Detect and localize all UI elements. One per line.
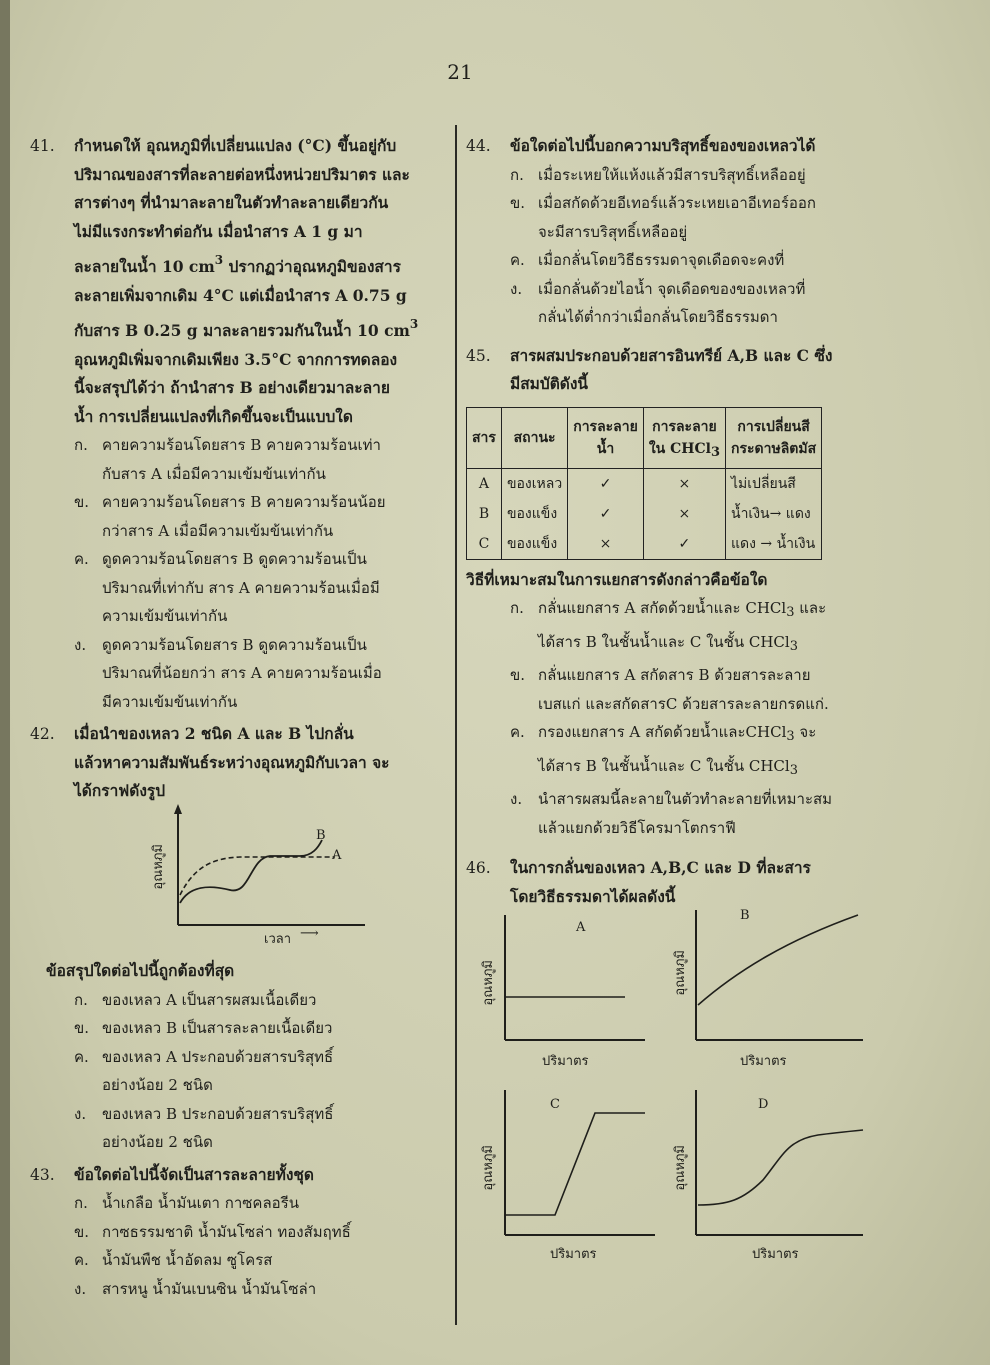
q41-options: ก. คายความร้อนโดยสาร B คายความร้อนเท่า กับสาร A เมื่อมีความเข้มข้นเท่ากัน ข. คายความร้อนโดยสาร B คายความร้อนน้อย กว่าสาร A เมื่อมีความเข้มข้นเท่ากัน ค. ดูดความร้อนโดยสาร B ดูดความร้อนเป็น ปริมาณที่เท่ากับ สาร A คายความร้อนเมื่อมี ความเข้มข้นเท่ากัน ง. ดูดความร้อนโดยสาร B ดูดความร้อนเป็น ปริมาณที่น้อยกว่า สาร A คายความร้อนเมื่อ มีความเข้มข้นเท่ากัน: [30, 431, 450, 716]
q45-option[interactable]: ค. กรองแยกสาร A สกัดด้วยน้ำและCHCl3 จะ: [510, 723, 817, 744]
question-42: 42. เมื่อนำของเหลว 2 ชนิด A และ B ไปกลั่น แล้วหาความสัมพันธ์ระหว่างอุณหภูมิกับเวลา จะ ได้กราฟดังรูป: [30, 724, 390, 800]
curve-d: [698, 1130, 863, 1205]
page-edge: [0, 0, 10, 1365]
q43-option[interactable]: ค. น้ำมันพืช น้ำอัดลม ซูโครส: [74, 1251, 273, 1269]
page-number: 21: [447, 60, 473, 84]
q41-option[interactable]: ก. คายความร้อนโดยสาร B คายความร้อนเท่า: [74, 436, 381, 454]
question-41: 41. กำหนดให้ อุณหภูมิที่เปลี่ยนแปลง (°C) ขึ้นอยู่กับ ปริมาณของสารที่ละลายต่อหนึ่งหน่วยปริมาตร และ สารต่างๆ ที่นำมาละลายในตัวทำละลายเดียวกัน ไม่มีแรงกระทำต่อกัน เมื่อนำสาร A 1 g มา ละลายในน้ำ 10 $cm^3$ ปรากฏว่าอุณหภูมิของสาร ละลายเพิ่มจากเดิม 4°C แต่เมื่อนำสาร A 0.75 g กับสาร B 0.25 g มาละลายรวมกันในน้ำ 10 $cm^3$ อุณหภูมิเพิ่มจากเดิมเพียง 3.5°C จากการทดลอง นี้จะสรุปได้ว่า ถ้านำสาร B อย่างเดียวมาละลาย น้ำ การเปลี่ยนแปลงที่เกิดขึ้นจะเป็นแบบใด: [30, 136, 419, 426]
q42-option[interactable]: ข. ของเหลว B เป็นสารละลายเนื้อเดียว: [74, 1019, 333, 1037]
column-divider: [455, 125, 457, 1325]
q42-prompt: ข้อสรุปใดต่อไปนี้ถูกต้องที่สุด: [46, 961, 235, 980]
q43-option[interactable]: ง. สารหนู น้ำมันเบนซิน น้ำมันโซล่า: [74, 1279, 317, 1298]
q43-option[interactable]: ข. กาซธรรมชาติ น้ำมันโซล่า ทองสัมฤทธิ์: [74, 1222, 351, 1241]
q42-option[interactable]: ก. ของเหลว A เป็นสารผสมเนื้อเดียว: [74, 990, 317, 1009]
q44-option[interactable]: ง. เมื่อกลั่นด้วยไอน้ำ จุดเดือดของของเหลวที่: [510, 279, 806, 298]
curve-b: [180, 840, 322, 903]
table-row: C ของแข็ง × ✓ แดง → น้ำเงิน: [467, 529, 822, 560]
graph-a: A อุณหภูมิ ปริมาตร: [481, 920, 589, 1069]
q44-option[interactable]: ข. เมื่อสกัดด้วยอีเทอร์แล้วระเหยเอาอีเทอร์ออก: [510, 194, 816, 212]
q43-option[interactable]: ก. น้ำเกลือ น้ำมันเตา กาซคลอรีน: [74, 1194, 299, 1212]
curve-b: [698, 915, 858, 1005]
left-column: [30, 132, 450, 806]
q44-option[interactable]: ค. เมื่อกลั่นโดยวิธีธรรมดาจุดเดือดจะคงที่: [510, 251, 785, 269]
curve-c: [505, 1113, 645, 1215]
q45-prompt: วิธีที่เหมาะสมในการแยกสารดังกล่าวคือข้อใด: [466, 569, 768, 589]
graph-b: B อุณหภูมิ ปริมาตร: [668, 900, 868, 1060]
graph-c: C อุณหภูมิ ปริมาตร: [470, 1085, 660, 1245]
q45-option[interactable]: ง. นำสารผสมนี้ละลายในตัวทำละลายที่เหมาะสม: [510, 790, 833, 808]
properties-table: [466, 407, 822, 560]
table-row: A ของเหลว ✓ × ไม่เปลี่ยนสี: [467, 468, 822, 499]
table-header-row: สาร สถานะ การละลาย น้ำ การละลาย ใน CHCl3 การเปลี่ยนสี กระดาษลิตมัส: [467, 407, 822, 468]
q45-option[interactable]: ข. กลั่นแยกสาร A สกัดสาร B ด้วยสารละลาย: [510, 666, 811, 684]
left-column-lower: ข้อสรุปใดต่อไปนี้ถูกต้องที่สุด ก. ของเหลว A เป็นสารผสมเนื้อเดียว ข. ของเหลว B เป็นสารละลายเนื้อเดียว ค. ของเหลว A ประกอบด้วยสารบริสุทธิ์ อย่างน้อย 2 ชนิด ง. ของเหลว B ประกอบด้วยสารบริสุทธิ์ อย่างน้อย 2 ชนิด 43. ข้อใดต่อไปนี้จัดเป็นสารละลายทั้งชุด ก. น้ำเกลือ น้ำมันเตา กาซคลอรีน ข. กาซธรรมชาติ น้ำมันโซล่า ทองสัมฤทธิ์ ค. น้ำมันพืช น้ำอัดลม ซูโครส ง. สารหนู น้ำมันเบนซิน น้ำมันโซล่า: [30, 957, 450, 1303]
table-row: B ของแข็ง ✓ × น้ำเงิน→ แดง: [467, 499, 822, 529]
q41-option[interactable]: ง. ดูดความร้อนโดยสาร B ดูดความร้อนเป็น: [74, 635, 367, 654]
q42-option[interactable]: ค. ของเหลว A ประกอบด้วยสารบริสุทธิ์: [74, 1047, 334, 1066]
question-45: 45. สารผสมประกอบด้วยสารอินทรีย์ A,B และ C ซึ่ง มีสมบัติดังนี้: [466, 345, 833, 393]
q41-option[interactable]: ค. ดูดความร้อนโดยสาร B ดูดความร้อนเป็น: [74, 550, 367, 568]
question-44: 44. ข้อใดต่อไปนี้บอกความบริสุทธิ์ของของเหลวได้: [466, 136, 816, 155]
question-46: 46. ในการกลั่นของเหลว A,B,C และ D ที่ละสาร โดยวิธีธรรมดาได้ผลดังนี้: [466, 858, 811, 906]
q45-option[interactable]: ก. กลั่นแยกสาร A สกัดด้วยน้ำและ CHCl3 และ: [510, 599, 827, 620]
question-43: 43. ข้อใดต่อไปนี้จัดเป็นสารละลายทั้งชุด: [30, 1164, 314, 1184]
q41-option[interactable]: ข. คายความร้อนโดยสาร B คายความร้อนน้อย: [74, 493, 386, 511]
q42-option[interactable]: ง. ของเหลว B ประกอบด้วยสารบริสุทธิ์: [74, 1104, 334, 1123]
q44-option[interactable]: ก. เมื่อระเหยให้แห้งแล้วมีสารบริสุทธิ์เหลืออยู่: [510, 165, 806, 184]
right-column: 44. ข้อใดต่อไปนี้บอกความบริสุทธิ์ของของเหลวได้ ก. เมื่อระเหยให้แห้งแล้วมีสารบริสุทธิ์เหลืออยู่ ข. เมื่อสกัดด้วยอีเทอร์แล้วระเหยเอาอีเทอร์ออก จะมีสารบริสุทธิ์เหลืออยู่ ค. เมื่อกลั่นโดยวิธีธรรมดาจุดเดือดจะคงที่ ง. เมื่อกลั่นด้วยไอน้ำ จุดเดือดของของเหลวที่ กลั่นได้ต่ำกว่าเมื่อกลั่นโดยวิธีธรรมดา 45. สารผสมประกอบด้วยสารอินทรีย์ A,B และ C ซึ่ง มีสมบัติดังนี้ สาร สถานะ การละลาย น้ำ การละลาย ใน CHCl3 การเปลี่ยนสี กระดาษลิตมัส A ของเหลว ✓ × ไม่เปลี่ยนสี B ของแข็ง ✓ × น้ำเงิน→ แดง C ของแข็ง × ✓ แดง → น้ำเงิน วิธีที่เหมาะสมในการแยกสารดังกล่าวคือข้อใด ก. กลั่นแยกสาร A สกัดด้วยน้ำและ CHCl3 และ ได้สาร B ในชั้นน้ำและ C ในชั้น CHCl3 ข. กลั่นแยกสาร A สกัดสาร B ด้วยสารละลาย เบสแก่ และสกัดสารC ด้วยสารละลายกรดแก่. ค. กรองแยกสาร A สกัดด้วยน้ำและCHCl3 จะ ได้สาร B ในชั้นน้ำและ C ในชั้น CHCl3 ง. นำสารผสมนี้ละลายในตัวทำละลายที่เหมาะสม แล้วแยกด้วยวิธีโครมาโตกราฟี 46. ในการกลั่นของเหลว A,B,C และ D ที่ละสาร โดยวิธีธรรมดาได้ผลดังนี้: [466, 132, 906, 911]
graph-d: D อุณหภูมิ ปริมาตร: [668, 1085, 868, 1245]
q42-graph: A B อุณหภูมิ เวลา ⟶: [140, 800, 370, 940]
